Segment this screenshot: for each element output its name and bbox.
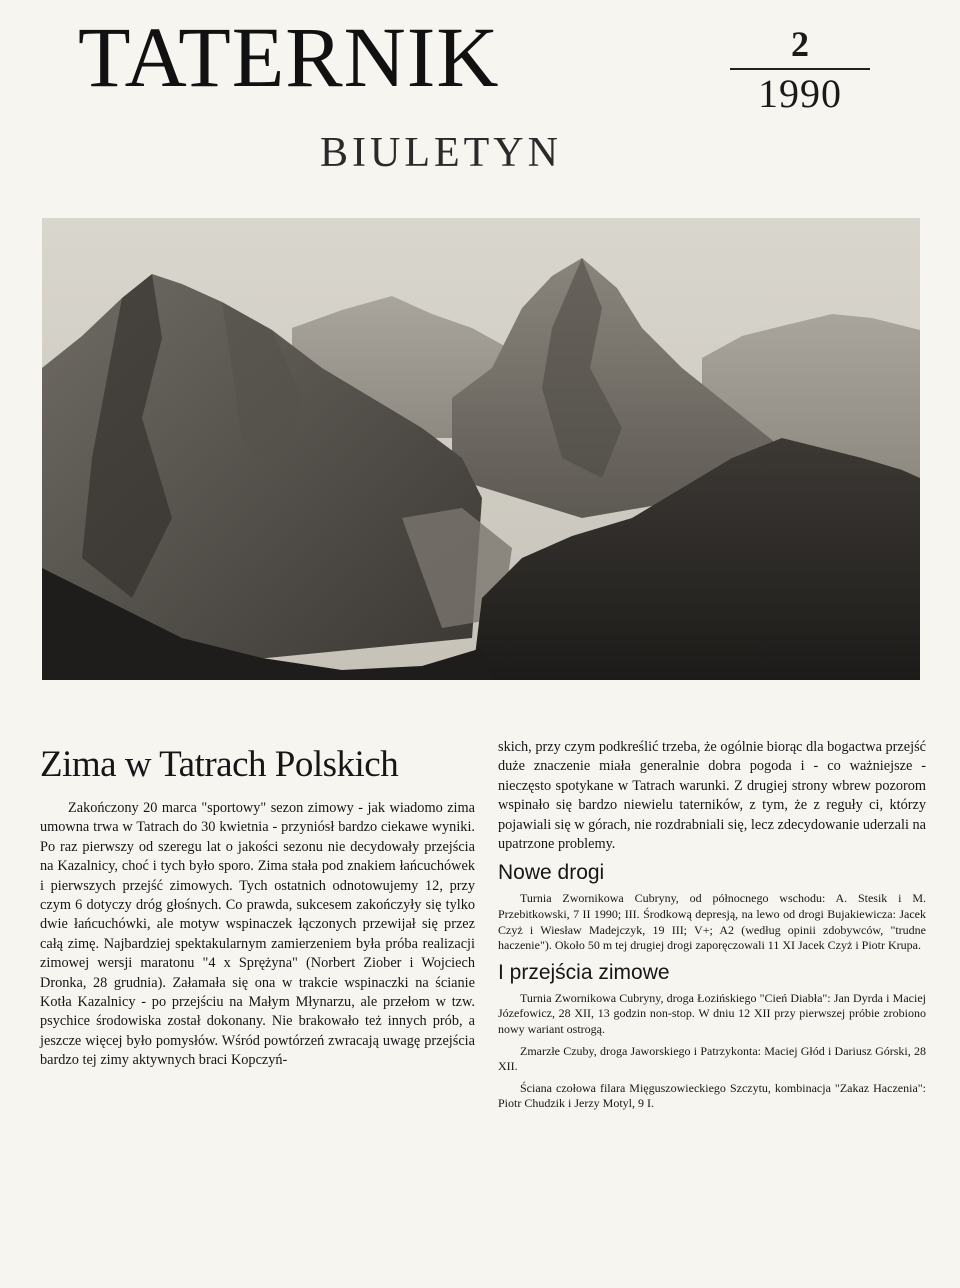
section-heading-first-winter-ascents: I przejścia zimowe xyxy=(498,960,670,984)
section-heading-new-routes: Nowe drogi xyxy=(498,861,605,885)
left-column xyxy=(40,738,475,1071)
route-entry: Turnia Zwornikowa Cubryny, od północnego wschodu: A. Stesik i M. Przebitkowski, 7 II 1990; III. Środkową depresją, na lewo od drogi Bujakiewicza: Jacek Czyż i Wiesław Madejczyk, 19 III; V+; A2 (według opinii zdobywców, "trudne haczenie"). Około 50 m tej drugiej drogi zaporęczowali 11 XI Jacek Czyż i Piotr Krupa. xyxy=(498,891,926,953)
mountain-photo xyxy=(42,218,920,680)
issue-box xyxy=(730,26,870,114)
article-intro-paragraph: Zakończony 20 marca "sportowy" sezon zimowy - jak wiadomo zima umowna trwa w Tatrach do 30 kwietnia - przyniósł bardzo ciekawe wyniki. Po raz pierwszy od szeregu lat o jakości sezonu nie decydowały przejścia na Kazalnicy, choć i tych było sporo. Zima stała pod znakiem łańcuchówek i pierwszych przejść zimowych. Tych ostatnich odnotowujemy 12, przy czym 6 dotyczy dróg głośnych. Co prawda, sukcesem zakończyły się tylko dwie łańcuchówki, ale motyw wspinaczek łączonych przewijał się przez całą zimę. Najbardziej spektakularnym zamierzeniem była próba realizacji zimowej wersji maratonu "4 x Sprężyna" (Norbert Ziober i Wojciech Dronka, 28 grudnia). Załamała się ona w trakcie wspinaczki na ścianie Kotła Kazalnicy - po przejściu na Małym Młynarzu, ale przełom w tzw. psychice środowiska został dokonany. Nie brakowało też innych prób, a jeszcze więcej było pomysłów. Wśród powtórzeń zwracają uwagę przejścia bardzo tej zimy aktywnych braci Kopczyń- xyxy=(40,800,475,1069)
issue-divider xyxy=(730,68,870,70)
issue-number: 2 xyxy=(791,24,809,64)
issue-year: 1990 xyxy=(758,71,842,116)
masthead-subtitle: BIULETYN xyxy=(320,130,562,176)
right-column xyxy=(498,738,926,1118)
article-title: Zima w Tatrach Polskich xyxy=(40,744,399,785)
mountain-photo-illustration xyxy=(42,218,920,680)
route-entry: Ściana czołowa filara Mięguszowieckiego Szczytu, kombinacja "Zakaz Haczenia": Piotr Chudzik i Jerzy Motyl, 9 I. xyxy=(498,1080,926,1111)
route-entry: Zmarzłe Czuby, droga Jaworskiego i Patrzykonta: Maciej Głód i Dariusz Górski, 28 XII. xyxy=(498,1043,926,1074)
article-continuation-paragraph: skich, przy czym podkreślić trzeba, że ogólnie biorąc dla bogactwa przejść duże znaczenie miała generalnie dobra pogoda i - co ważniejsze - nieczęsto spotykane w Tatrach warunki. Z drugiej strony wbrew pozorom wspinało się bardzo niewielu taterników, z tym, że z reguły ci, którzy pojawiali się w górach, nie rozdrabniali się, lecz zdecydowanie uderzali na upatrzone problemy. xyxy=(498,739,926,853)
masthead-title: TATERNIK xyxy=(78,9,500,105)
route-entry: Turnia Zwornikowa Cubryny, droga Łozińskiego "Cień Diabła": Jan Dyrda i Maciej Józefowicz, 28 XII, 13 godzin non-stop. W dniu 12 XII przy pierwszej próbie zrobiono nowy wariant ostrogą. xyxy=(498,990,926,1036)
